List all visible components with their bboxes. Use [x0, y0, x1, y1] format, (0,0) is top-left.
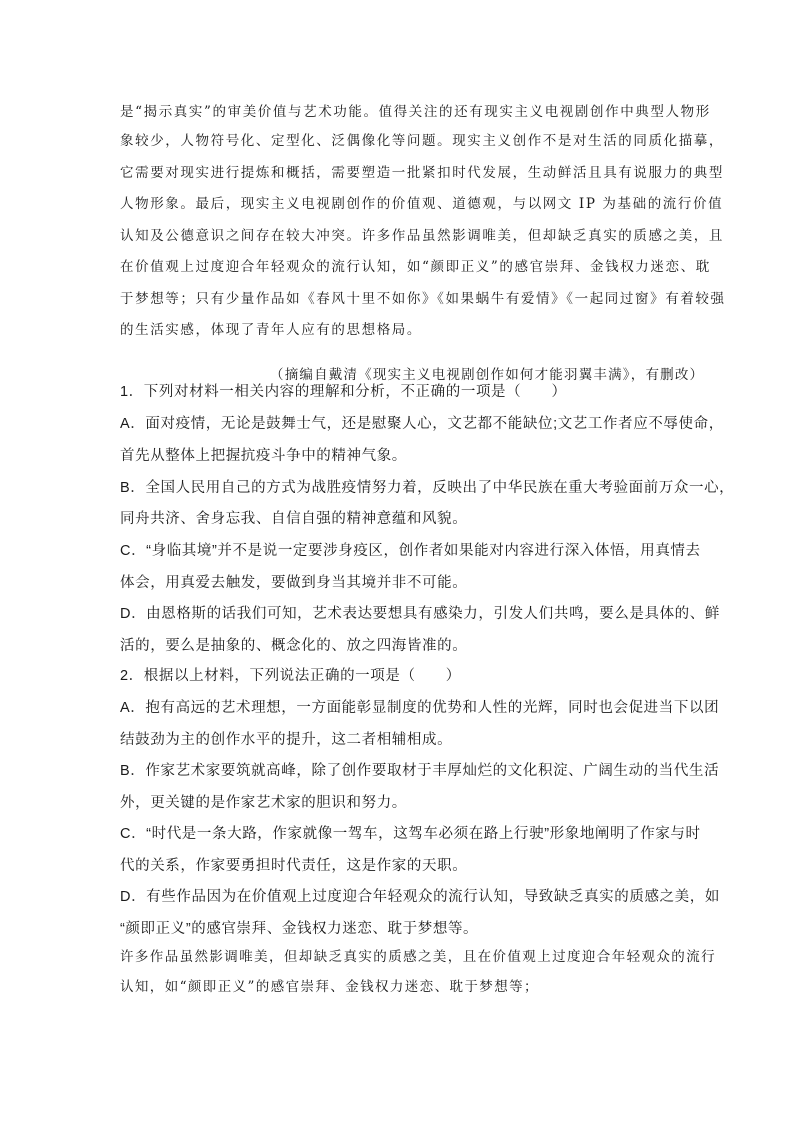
question-2-option-a-cont: 结鼓劲为主的创作水平的提升，这二者相辅相成。	[120, 732, 453, 748]
passage-line: 认知及公德意识之间存在较大冲突。许多作品虽然影调唯美，但却缺乏真实的质感之美，且	[120, 228, 724, 244]
question-2-option-c: C．“时代是一条大路，作家就像一驾车，这驾车必须在路上行驶”形象地阐明了作家与时	[120, 826, 701, 842]
passage-line: 象较少，人物符号化、定型化、泛偶像化等问题。现实主义创作不是对生活的同质化描摹，	[120, 133, 724, 149]
question-2-option-d: D．有些作品因为在价值观上过度迎合年轻观众的流行认知，导致缺乏真实的质感之美，如	[120, 889, 720, 905]
answer-quote-line: 认知，如“颜即正义”的感官崇拜、金钱权力迷恋、耽于梦想等；	[120, 979, 539, 995]
question-1-option-a: A．面对疫情，无论是鼓舞士气，还是慰聚人心，文艺都不能缺位;文艺工作者应不辱使命，	[120, 416, 724, 432]
question-2-stem: 2．根据以上材料，下列说法正确的一项是（ ）	[120, 668, 461, 684]
question-1-option-b-cont: 同舟共济、舍身忘我、自信自强的精神意蕴和风貌。	[120, 511, 468, 527]
passage-line: 的生活实感，体现了青年人应有的思想格局。	[120, 322, 422, 338]
question-2-option-d-cont: “颜即正义”的感官崇拜、金钱权力迷恋、耽于梦想等。	[120, 921, 479, 937]
answer-quote-line: 许多作品虽然影调唯美，但却缺乏真实的质感之美，且在价值观上过度迎合年轻观众的流行	[120, 949, 716, 965]
question-1-option-c: C．“身临其境”并不是说一定要涉身疫区，创作者如果能对内容进行深入体悟，用真情去	[120, 543, 701, 559]
passage-line: 人物形象。最后，现实主义电视剧创作的价值观、道德观，与以网文 IP 为基础的流行价值	[120, 196, 724, 212]
question-1-option-d-cont: 活的，要么是抽象的、概念化的、放之四海皆准的。	[120, 638, 468, 654]
question-2-option-b: B．作家艺术家要筑就高峰，除了创作要取材于丰厚灿烂的文化积淀、广阔生动的当代生活	[120, 763, 720, 779]
question-1-option-c-cont: 体会，用真爱去触发，要做到身当其境并非不可能。	[120, 575, 468, 591]
question-2-option-a: A．抱有高远的艺术理想，一方面能彰显制度的优势和人性的光辉，同时也会促进当下以团	[120, 700, 720, 716]
passage-source: （摘编自戴清《现实主义电视剧创作如何才能羽翼丰满》，有删改）	[270, 366, 705, 383]
question-1-option-b: B．全国人民用自己的方式为战胜疫情努力着，反映出了中华民族在重大考验面前万众一心，	[120, 480, 735, 496]
passage-line: 是“揭示真实”的审美价值与艺术功能。值得关注的还有现实主义电视剧创作中典型人物形	[120, 104, 711, 120]
passage-line: 在价值观上过度迎合年轻观众的流行认知，如“颜即正义”的感官崇拜、金钱权力迷恋、耽	[120, 259, 711, 275]
question-2-option-b-cont: 外，更关键的是作家艺术家的胆识和努力。	[120, 795, 407, 811]
question-1-option-a-cont: 首先从整体上把握抗疫斗争中的精神气象。	[120, 448, 407, 464]
passage-line: 于梦想等；只有少量作品如《春风十里不如你》《如果蜗牛有爱情》《一起同过窗》有着较强	[120, 291, 726, 307]
passage-line: 它需要对现实进行提炼和概括，需要塑造一批紧扣时代发展，生动鲜活且具有说服力的典型	[120, 165, 724, 181]
question-2-option-c-cont: 代的关系，作家要勇担时代责任，这是作家的天职。	[120, 858, 468, 874]
question-1-option-d: D．由恩格斯的话我们可知，艺术表达要想具有感染力，引发人们共鸣，要么是具体的、鲜	[120, 606, 720, 622]
question-1-stem: 1．下列对材料一相关内容的理解和分析，不正确的一项是（ ）	[120, 384, 567, 400]
